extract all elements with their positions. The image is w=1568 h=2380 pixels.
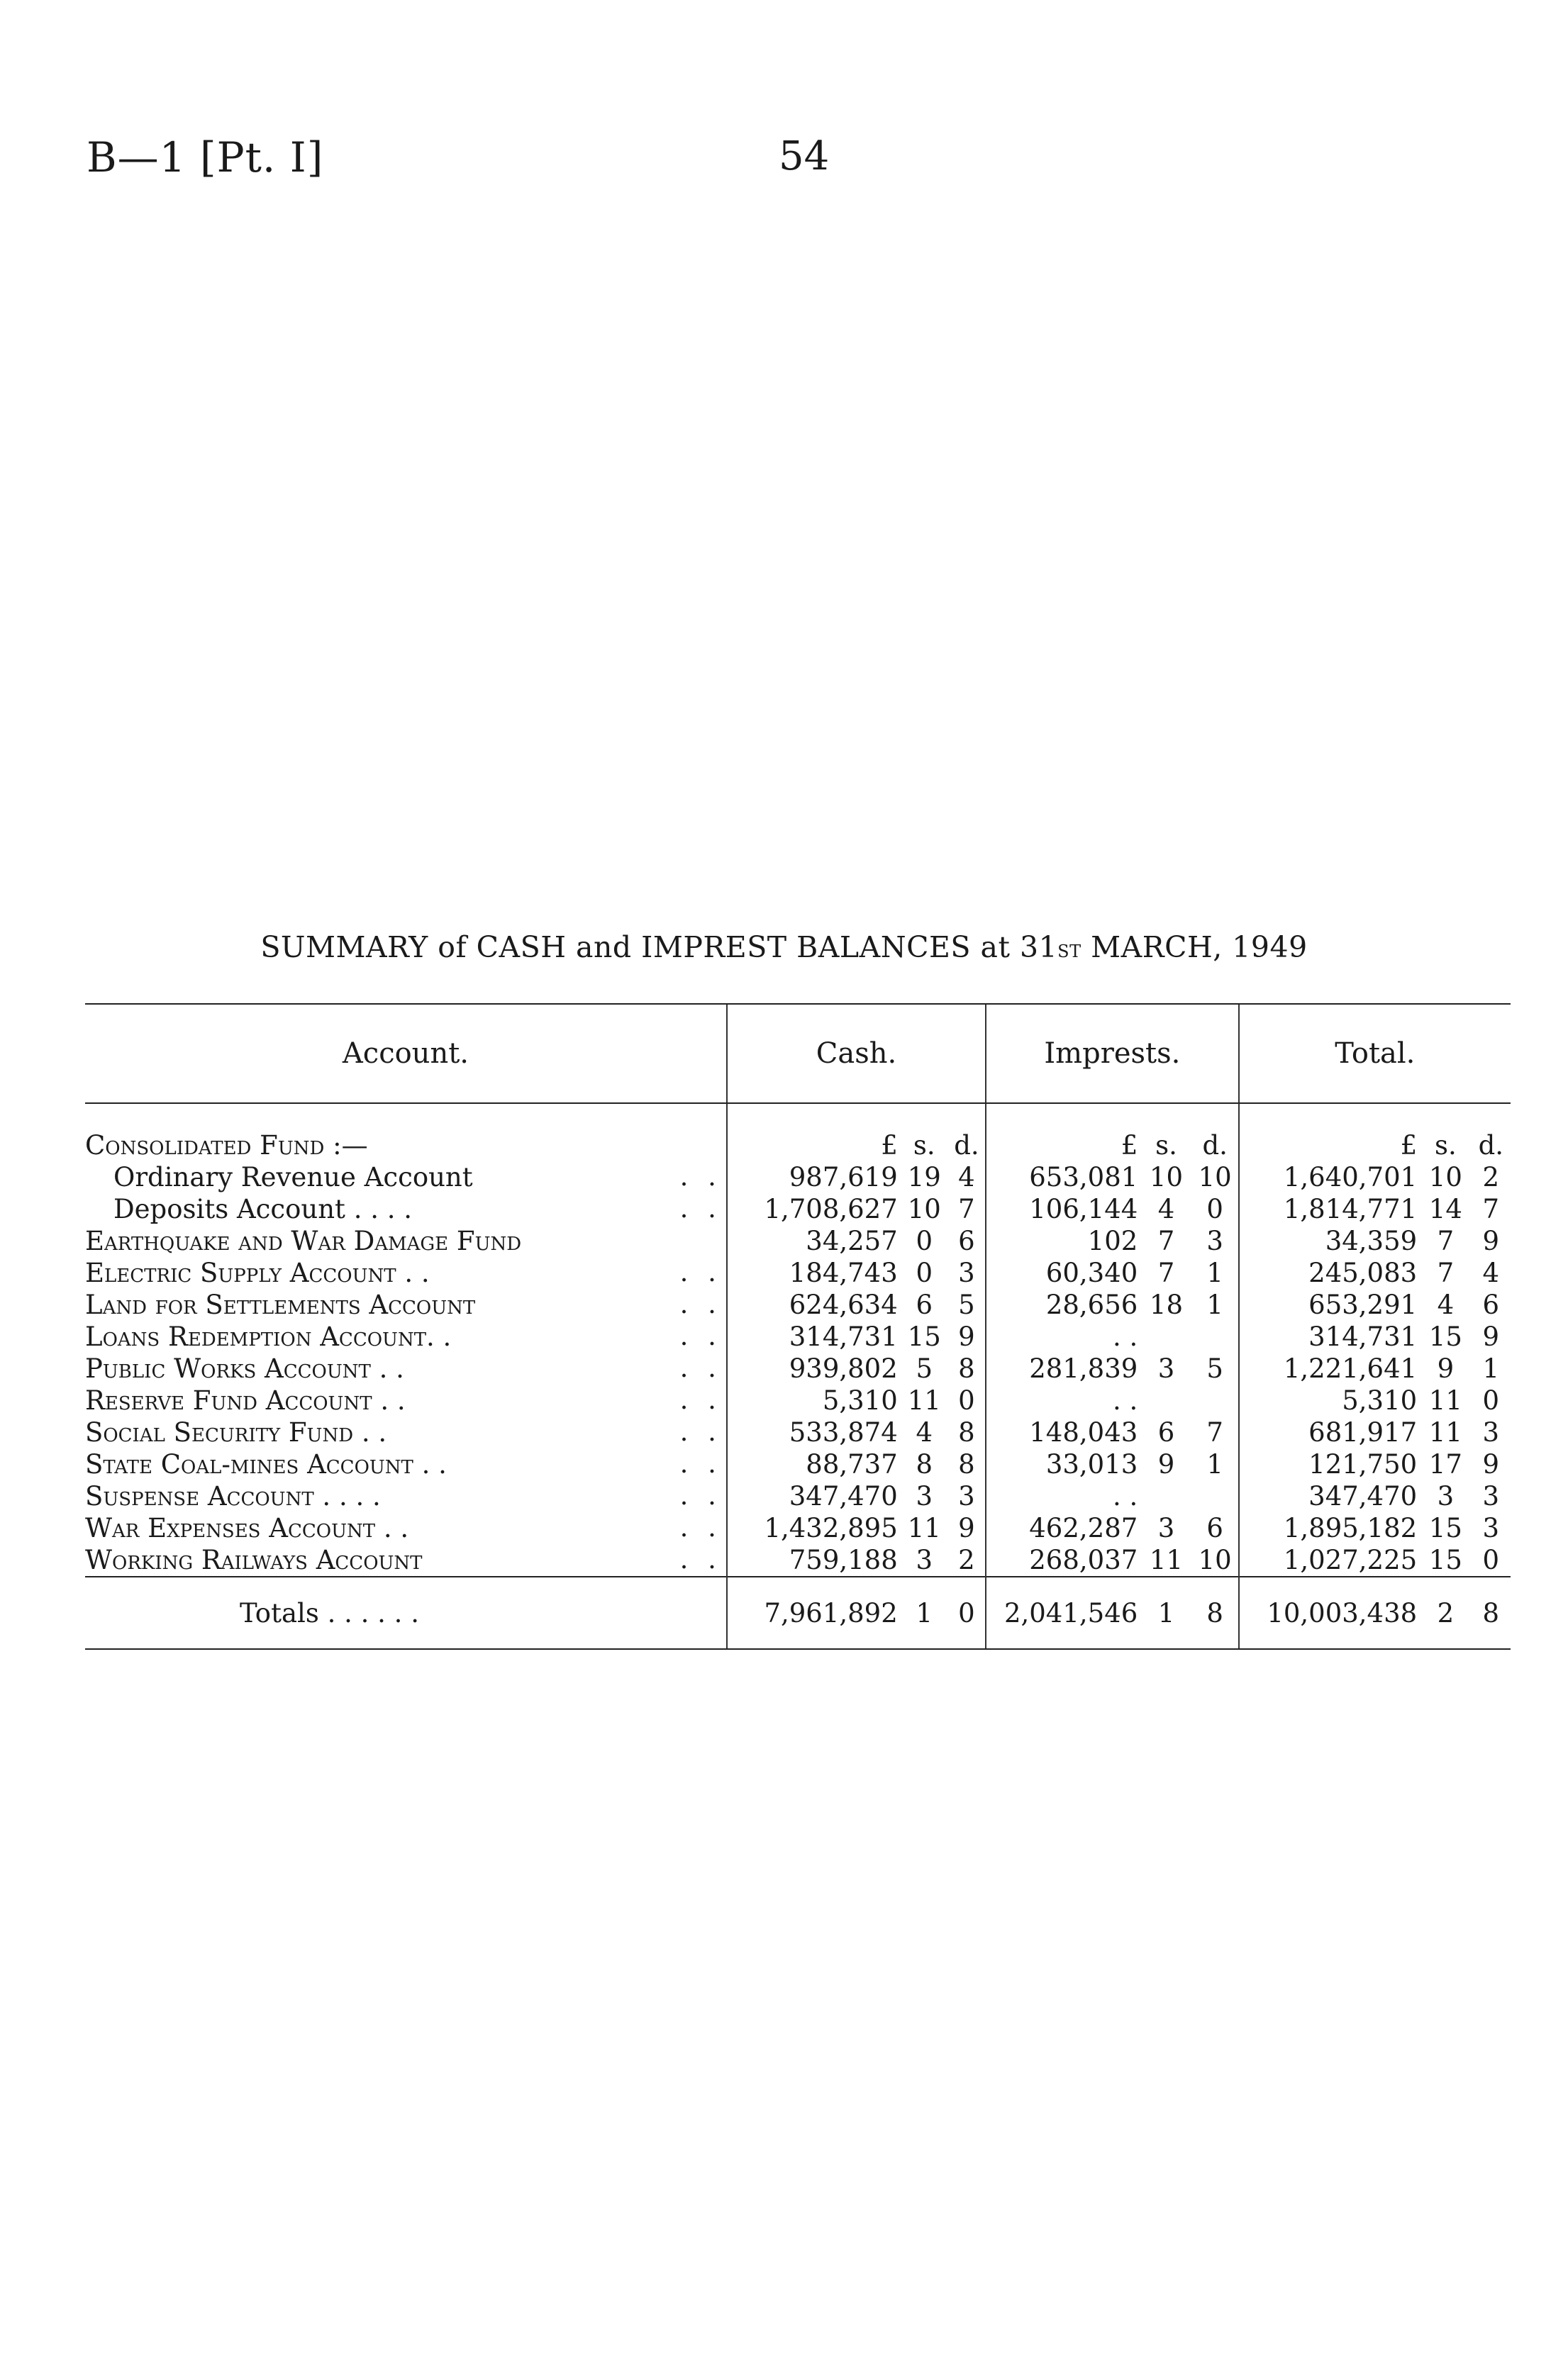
cash-pounds: 1,708,627: [727, 1193, 901, 1225]
imprests-pounds: 28,656: [986, 1289, 1140, 1321]
total-shillings: 10: [1428, 1162, 1462, 1192]
total-pounds: 1,814,771: [1239, 1193, 1420, 1225]
title-superscript: st: [1057, 935, 1082, 963]
imprests-shillings: [1140, 1321, 1191, 1353]
total-pence: 1: [1482, 1353, 1500, 1384]
cash-pence: 8: [958, 1417, 975, 1448]
imprests-pounds: . .: [986, 1321, 1140, 1353]
totals-total-pounds: 10,003,438: [1239, 1577, 1420, 1649]
account-label: Land for Settlements Account: [85, 1290, 476, 1320]
total-shillings: 15: [1428, 1545, 1462, 1575]
account-label: State Coal-mines Account . .: [85, 1449, 447, 1480]
imprests-pence: 1: [1206, 1290, 1223, 1320]
leader-dots: . .: [679, 1512, 722, 1543]
totals-cash-pounds: 7,961,892: [727, 1577, 901, 1649]
cash-pounds: 34,257: [727, 1225, 901, 1257]
page-reference: [87, 133, 323, 181]
account-name: [85, 1257, 727, 1289]
table-title: [0, 930, 1568, 964]
imprests-pence: 10: [1198, 1162, 1232, 1192]
imprests-pounds: 462,287: [986, 1512, 1140, 1544]
totals-cash-pence: 0: [948, 1577, 986, 1649]
table-row: [85, 1480, 1511, 1512]
unit-shilling: s.: [1435, 1130, 1457, 1161]
cash-pounds: 184,743: [727, 1257, 901, 1289]
leader-dots: . .: [679, 1480, 722, 1511]
total-pence: 3: [1482, 1481, 1500, 1512]
cash-pence: 0: [958, 1385, 975, 1416]
total-shillings: 7: [1437, 1226, 1455, 1256]
title-prefix: SUMMARY of CASH and IMPREST BALANCES at 31: [260, 930, 1058, 964]
cash-pounds: 314,731: [727, 1321, 901, 1353]
imprests-pence: 0: [1206, 1194, 1223, 1224]
total-pence: 0: [1482, 1385, 1500, 1416]
unit-pence: d.: [954, 1130, 979, 1161]
title-suffix: MARCH, 1949: [1081, 930, 1308, 964]
total-pence: 2: [1482, 1162, 1500, 1192]
totals-cash-shillings: 1: [901, 1577, 948, 1649]
account-name: [85, 1544, 727, 1577]
imprests-pounds: 653,081: [986, 1161, 1140, 1193]
table-row: [85, 1448, 1511, 1480]
cash-shillings: 11: [907, 1385, 941, 1416]
table-row: [85, 1385, 1511, 1417]
imprests-pence: 6: [1206, 1513, 1223, 1543]
cash-pence: 4: [958, 1162, 975, 1192]
cash-pounds: 533,874: [727, 1417, 901, 1448]
table-row: [85, 1417, 1511, 1448]
imprests-pence: 10: [1198, 1545, 1232, 1575]
unit-shilling: s.: [1155, 1130, 1177, 1161]
account-name: [85, 1353, 727, 1385]
table-row: [85, 1225, 1511, 1257]
total-pounds: 1,640,701: [1239, 1161, 1420, 1193]
leader-dots: . .: [679, 1544, 722, 1575]
imprests-shillings: [1140, 1480, 1191, 1512]
imprests-shillings: 3: [1157, 1353, 1175, 1384]
imprests-pounds: 60,340: [986, 1257, 1140, 1289]
total-pence: 7: [1482, 1194, 1500, 1224]
imprests-shillings: 4: [1157, 1194, 1175, 1224]
imprests-pounds: 106,144: [986, 1193, 1140, 1225]
total-pence: 9: [1482, 1449, 1500, 1480]
units-row: [85, 1103, 1511, 1161]
cash-pence: 2: [958, 1545, 975, 1575]
unit-shilling: s.: [913, 1130, 935, 1161]
cash-pounds: 1,432,895: [727, 1512, 901, 1544]
leader-dots: . .: [679, 1257, 722, 1287]
imprests-pounds: . .: [986, 1385, 1140, 1417]
imprests-shillings: 7: [1157, 1226, 1175, 1256]
cash-shillings: 0: [916, 1226, 933, 1256]
imprests-pence: [1192, 1480, 1239, 1512]
unit-pound: £: [727, 1103, 901, 1161]
total-shillings: 11: [1428, 1385, 1462, 1416]
totals-total-shillings: 2: [1420, 1577, 1471, 1649]
account-name: [85, 1480, 727, 1512]
column-header-imprests: Imprests.: [986, 1004, 1239, 1103]
imprests-shillings: [1140, 1385, 1191, 1417]
account-name: [85, 1225, 727, 1257]
cash-pence: 8: [958, 1449, 975, 1480]
table-row: [85, 1193, 1511, 1225]
leader-dots: . .: [679, 1448, 722, 1479]
totals-imprests-shillings: 1: [1140, 1577, 1191, 1649]
cash-shillings: 6: [916, 1290, 933, 1320]
cash-pence: 3: [958, 1258, 975, 1288]
cash-pence: 6: [958, 1226, 975, 1256]
imprests-pounds: 281,839: [986, 1353, 1140, 1385]
cash-shillings: 15: [907, 1322, 941, 1352]
table-row: [85, 1321, 1511, 1353]
total-pence: 3: [1482, 1417, 1500, 1448]
cash-pounds: 347,470: [727, 1480, 901, 1512]
total-shillings: 3: [1437, 1481, 1455, 1512]
totals-label: Totals . . . . . .: [85, 1577, 727, 1649]
account-name: [85, 1385, 727, 1417]
cash-shillings: 0: [916, 1258, 933, 1288]
cash-pounds: 987,619: [727, 1161, 901, 1193]
total-pence: 9: [1482, 1322, 1500, 1352]
total-shillings: 9: [1437, 1353, 1455, 1384]
cash-shillings: 4: [916, 1417, 933, 1448]
column-header-account: Account.: [85, 1004, 727, 1103]
imprests-shillings: 18: [1149, 1290, 1184, 1320]
leader-dots: . .: [679, 1193, 722, 1224]
cash-shillings: 8: [916, 1449, 933, 1480]
account-name: [85, 1512, 727, 1544]
total-pence: 4: [1482, 1258, 1500, 1288]
cash-pence: 5: [958, 1290, 975, 1320]
leader-dots: . .: [679, 1289, 722, 1319]
imprests-pounds: 102: [986, 1225, 1140, 1257]
cash-pounds: 624,634: [727, 1289, 901, 1321]
imprests-pence: [1192, 1321, 1239, 1353]
column-header-total: Total.: [1239, 1004, 1511, 1103]
total-shillings: 11: [1428, 1417, 1462, 1448]
unit-pence: d.: [1478, 1130, 1504, 1161]
account-name: [85, 1193, 727, 1225]
imprests-shillings: 11: [1149, 1545, 1184, 1575]
leader-dots: . .: [679, 1385, 722, 1415]
page-number-text: 54: [779, 133, 830, 179]
account-label: Reserve Fund Account . .: [85, 1385, 406, 1416]
account-name: [85, 1417, 727, 1448]
account-label: War Expenses Account . .: [85, 1513, 409, 1543]
imprests-pence: 1: [1206, 1449, 1223, 1480]
account-label: Social Security Fund . .: [85, 1417, 387, 1448]
unit-pound: £: [1239, 1103, 1420, 1161]
account-label: Ordinary Revenue Account: [113, 1162, 473, 1192]
imprests-pounds: 148,043: [986, 1417, 1140, 1448]
total-pounds: 681,917: [1239, 1417, 1420, 1448]
totals-total-pence: 8: [1472, 1577, 1511, 1649]
account-label: Deposits Account . . . .: [113, 1194, 413, 1224]
cash-pence: 3: [958, 1481, 975, 1512]
total-pounds: 1,221,641: [1239, 1353, 1420, 1385]
account-name: [85, 1161, 727, 1193]
cash-shillings: 19: [907, 1162, 941, 1192]
total-pounds: 653,291: [1239, 1289, 1420, 1321]
total-pounds: 34,359: [1239, 1225, 1420, 1257]
column-header-cash: Cash.: [727, 1004, 986, 1103]
imprests-pence: 5: [1206, 1353, 1223, 1384]
cash-pence: 7: [958, 1194, 975, 1224]
leader-dots: . .: [679, 1417, 722, 1447]
total-pounds: 245,083: [1239, 1257, 1420, 1289]
cash-pounds: 759,188: [727, 1544, 901, 1577]
total-pounds: 121,750: [1239, 1448, 1420, 1480]
imprests-pounds: 33,013: [986, 1448, 1140, 1480]
total-pounds: 314,731: [1239, 1321, 1420, 1353]
cash-shillings: 5: [916, 1353, 933, 1384]
imprests-pence: 1: [1206, 1258, 1223, 1288]
total-shillings: 14: [1428, 1194, 1462, 1224]
totals-row: [85, 1577, 1511, 1649]
imprests-pence: [1192, 1385, 1239, 1417]
leader-dots: . .: [679, 1321, 722, 1351]
total-shillings: 17: [1428, 1449, 1462, 1480]
account-label: Suspense Account . . . .: [85, 1481, 381, 1512]
imprests-shillings: 6: [1157, 1417, 1175, 1448]
total-pence: 9: [1482, 1226, 1500, 1256]
leader-dots: . .: [679, 1161, 722, 1192]
table-row: [85, 1353, 1511, 1385]
imprests-shillings: 10: [1149, 1162, 1184, 1192]
imprests-pence: 7: [1206, 1417, 1223, 1448]
cash-pounds: 88,737: [727, 1448, 901, 1480]
table-row: [85, 1512, 1511, 1544]
cash-shillings: 3: [916, 1481, 933, 1512]
balances-table: [85, 1003, 1511, 1650]
header-row: [85, 1004, 1511, 1103]
cash-shillings: 3: [916, 1545, 933, 1575]
total-pence: 3: [1482, 1513, 1500, 1543]
section-heading: Consolidated Fund :—: [85, 1130, 368, 1161]
totals-imprests-pounds: 2,041,546: [986, 1577, 1140, 1649]
page-reference-text: B—1 [Pt. I]: [87, 133, 324, 181]
totals-imprests-pence: 8: [1192, 1577, 1239, 1649]
total-pence: 6: [1482, 1290, 1500, 1320]
total-pounds: 1,027,225: [1239, 1544, 1420, 1577]
table-row: [85, 1257, 1511, 1289]
account-label: Loans Redemption Account. .: [85, 1322, 452, 1352]
unit-pound: £: [986, 1103, 1140, 1161]
total-pence: 0: [1482, 1545, 1500, 1575]
imprests-shillings: 7: [1157, 1258, 1175, 1288]
imprests-pence: 3: [1206, 1226, 1223, 1256]
total-shillings: 7: [1437, 1258, 1455, 1288]
account-name: [85, 1289, 727, 1321]
cash-shillings: 11: [907, 1513, 941, 1543]
table-row: [85, 1161, 1511, 1193]
table-row: [85, 1289, 1511, 1321]
total-shillings: 15: [1428, 1322, 1462, 1352]
cash-pence: 9: [958, 1513, 975, 1543]
imprests-shillings: 9: [1157, 1449, 1175, 1480]
total-pounds: 1,895,182: [1239, 1512, 1420, 1544]
cash-pounds: 939,802: [727, 1353, 901, 1385]
cash-pounds: 5,310: [727, 1385, 901, 1417]
total-pounds: 5,310: [1239, 1385, 1420, 1417]
imprests-shillings: 3: [1157, 1513, 1175, 1543]
unit-pence: d.: [1202, 1130, 1228, 1161]
cash-pence: 8: [958, 1353, 975, 1384]
cash-pence: 9: [958, 1322, 975, 1352]
account-name: [85, 1448, 727, 1480]
account-name: [85, 1321, 727, 1353]
page-number: [779, 133, 829, 179]
account-label: Earthquake and War Damage Fund: [85, 1226, 522, 1256]
account-label: Electric Supply Account . .: [85, 1258, 430, 1288]
total-pounds: 347,470: [1239, 1480, 1420, 1512]
total-shillings: 4: [1437, 1290, 1455, 1320]
leader-dots: . .: [679, 1353, 722, 1383]
cash-shillings: 10: [907, 1194, 941, 1224]
total-shillings: 15: [1428, 1513, 1462, 1543]
imprests-pounds: 268,037: [986, 1544, 1140, 1577]
account-label: Working Railways Account: [85, 1545, 423, 1575]
account-label: Public Works Account . .: [85, 1353, 404, 1384]
table-row: [85, 1544, 1511, 1577]
imprests-pounds: . .: [986, 1480, 1140, 1512]
